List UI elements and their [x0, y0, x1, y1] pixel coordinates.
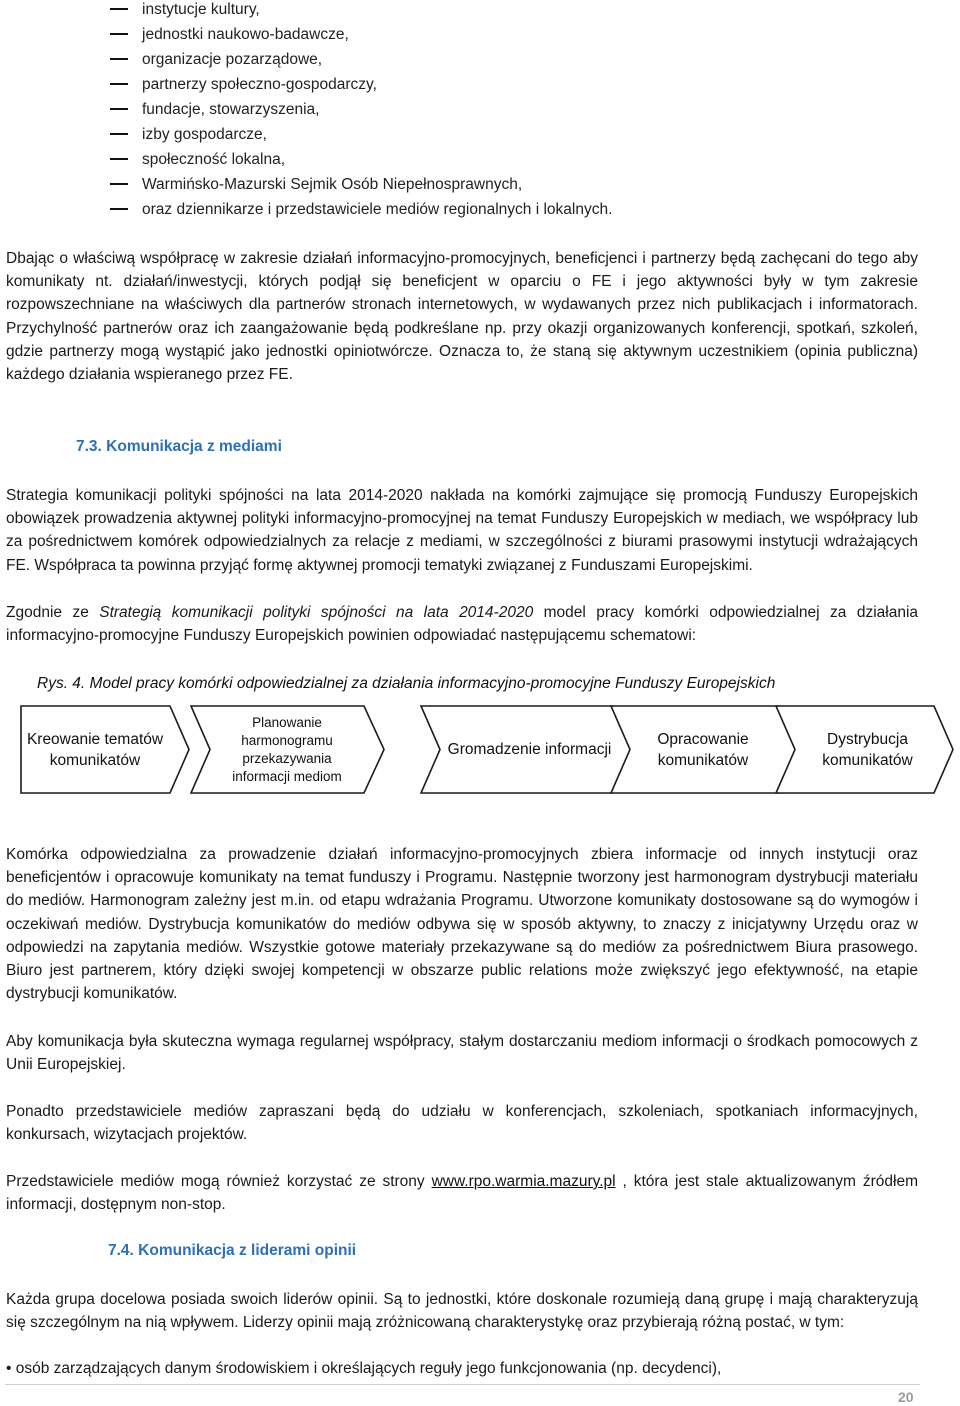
- list-item: oraz dziennikarze i przedstawiciele mediów regionalnych i lokalnych.: [110, 200, 612, 225]
- rpo-website-link[interactable]: www.rpo.warmia.mazury.pl: [431, 1173, 616, 1190]
- process-step-label: Kreowanie tematów komunikatów: [26, 730, 164, 769]
- process-step-create-topics: [20, 705, 190, 794]
- page-number: 20: [898, 1389, 914, 1405]
- website-suffix: , która jest stale aktualizowanym źródłem informacji, dostępnym non-stop.: [6, 1173, 918, 1214]
- process-step-distribute: [775, 705, 955, 794]
- list-item: organizacje pozarządowe,: [110, 50, 612, 75]
- list-item: partnerzy społeczno-gospodarczy,: [110, 75, 612, 100]
- list-item: instytucje kultury,: [110, 0, 612, 25]
- footer-divider: [5, 1384, 920, 1385]
- list-item: fundacje, stowarzyszenia,: [110, 100, 612, 125]
- process-step-gather-info: [420, 705, 635, 794]
- section-title: Komunikacja z mediami: [106, 438, 282, 455]
- leaders-paragraph: Każda grupa docelowa posiada swoich liderów opinii. Są to jednostki, które doskonale rozumieją daną grupę i mają charakteryzują się szczególnym na nią wpływem. Liderzy opinii mają zróżnicowaną charakterystykę oraz przybierają różną postać, w tym:: [6, 1291, 918, 1332]
- invite-paragraph: Ponadto przedstawiciele mediów zapraszani będą do udziału w konferencjach, szkoleniach, spotkaniach informacyjnych, konkursach, wizytacjach projektów.: [6, 1103, 918, 1144]
- leader-bullet: • osób zarządzających danym środowiskiem i określających reguły jego funkcjonowania (np. decydenci),: [6, 1360, 722, 1377]
- partners-paragraph: Dbając o właściwą współpracę w zakresie działań informacyjno-promocyjnych, beneficjenci i partnerzy będą zachęcani do tego aby komunikaty nt. działań/inwestycji, których podjął się beneficjent w oparciu o FE i jego aktywności były w tym zakresie rozpowszechniane na właściwych dla partnerów stronach internetowych, w wydawanych przez nich publikacjach i informatorach. Przychylność partnerów oraz ich zaangażowanie będą podkreślane np. przy okazji organizowanych konferencji, spotkań, szkoleń, gdzie partnerzy mogą wystąpić jako jednostki opiniotwórcze. Oznacza to, że staną się aktywnym uczestnikiem (opinia publiczna) każdego działania wspieranego przez FE.: [6, 250, 918, 384]
- list-item: izby gospodarcze,: [110, 125, 612, 150]
- process-step-label: Dystrybucja komunikatów: [822, 730, 913, 769]
- website-prefix: Przedstawiciele mediów mogą również korzystać ze strony: [6, 1173, 432, 1190]
- effective-paragraph: Aby komunikacja była skuteczna wymaga regularnej współpracy, stałym dostarczaniu mediom informacji o środkach pomocowych z Unii Europejskiej.: [6, 1033, 918, 1074]
- cell-paragraph: Komórka odpowiedzialna za prowadzenie działań informacyjno-promocyjnych zbiera informacje od innych instytucji oraz beneficjentów i opracowuje komunikaty na temat funduszy i Programu. Następnie tworzony jest harmonogram dystrybucji materiału do mediów. Harmonogram zależny jest m.in. od etapu wdrażania Programu. Utworzone komunikaty dostosowane są do wymogów i oczekiwań mediów. Dystrybucja komunikatów do mediów odbywa się w sposób aktywny, to znaczy z inicjatywny Urzędu oraz w odpowiedzi na zapytania mediów. Wszystkie gotowe materiały przekazywane są do mediów za pośrednictwem Biura prasowego. Biuro jest partnerem, który dzięki swojej kompetencji w obszarze public relations może zwiększyć jego efektywność, na etapie dystrybucji komunikatów.: [6, 846, 918, 1003]
- process-step-label: Gromadzenie informacji: [447, 741, 612, 758]
- section-7-3-heading: [76, 438, 282, 456]
- section-number: 7.3.: [76, 438, 102, 455]
- process-step-label: Planowanie harmonogramu przekazywania informacji mediom: [232, 714, 342, 784]
- section-title: Komunikacja z liderami opinii: [138, 1242, 357, 1259]
- section-number: 7.4.: [108, 1242, 134, 1259]
- list-item: społeczność lokalna,: [110, 150, 612, 175]
- process-step-label: Opracowanie komunikatów: [657, 730, 749, 769]
- model-prefix: Zgodnie ze: [6, 604, 100, 621]
- list-item: jednostki naukowo-badawcze,: [110, 25, 612, 50]
- model-suffix: model pracy komórki odpowiedzialnej za działania informacyjno-promocyjne Funduszy Europejskich powinien odpowiadać następującemu schematowi:: [6, 604, 919, 645]
- strategy-paragraph: Strategia komunikacji polityki spójności na lata 2014-2020 nakłada na komórki zajmujące się promocją Funduszy Europejskich obowiązek prowadzenia aktywnej polityki informacyjno-promocyjnej na temat Funduszy Europejskich w mediach, we współpracy lub za pośrednictwem komórek odpowiedzialnych za relacje z mediami, w szczególności z biurami prasowymi instytucji wdrażających FE. Współpraca ta powinna przyjąć formę aktywnej promocji tematyki związanej z Funduszami Europejskimi.: [6, 487, 918, 574]
- model-paragraph: [6, 601, 918, 647]
- process-step-plan-schedule: [190, 705, 385, 794]
- section-7-4-heading: [108, 1242, 356, 1260]
- stakeholder-list: [110, 0, 612, 225]
- figure-caption: Rys. 4. Model pracy komórki odpowiedzialnej za działania informacyjno-promocyjne Funduszy Europejskich: [37, 675, 776, 692]
- process-step-prepare: [610, 705, 800, 794]
- list-item: Warmińsko-Mazurski Sejmik Osób Niepełnosprawnych,: [110, 175, 612, 200]
- strategy-title-italic: Strategią komunikacji polityki spójności na lata 2014-2020: [99, 604, 534, 621]
- website-paragraph: [6, 1170, 918, 1216]
